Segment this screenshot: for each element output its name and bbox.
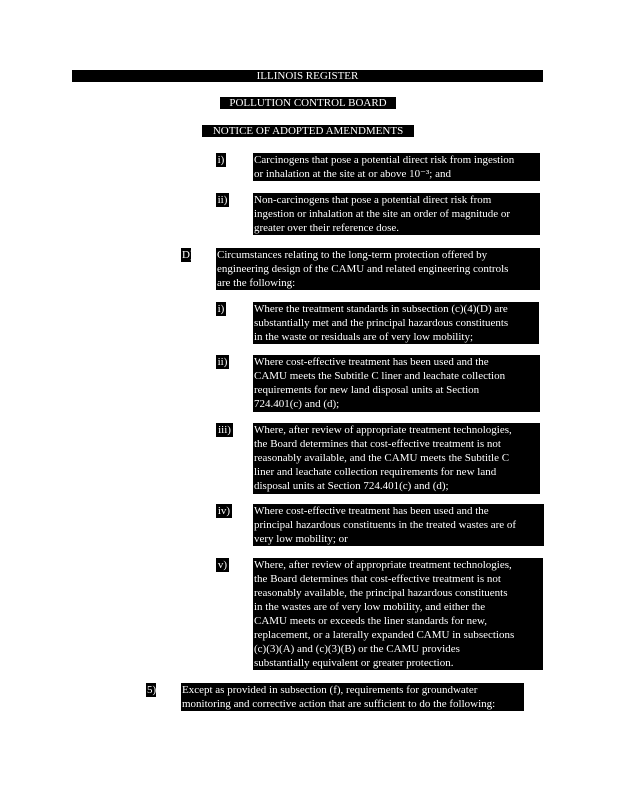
section-text: Circumstances relating to the long-term protection offered by engineering design of the CAMU and related engineering controls are the following: [216, 248, 540, 290]
item-label: i) [217, 154, 225, 166]
item-label: iii) [216, 423, 233, 437]
item-text: Non-carcinogens that pose a potential direct risk from ingestion or inhalation at the site an order of magnitude or greater over their reference dose. [253, 193, 540, 235]
item-label: v) [217, 559, 228, 571]
item-text: Where, after review of appropriate treatment technologies, the Board determines that cost-effective treatment is not reasonably available, the principal hazardous constituents in the wastes are of very low mobility, and either the CAMU meets or exceeds the liner standards for new, replacement, or a laterally expanded CAMU in subsections (c)(3)(A) and (c)(3)(B) or the CAMU provides substantially equivalent or greater protection. [253, 558, 543, 670]
item-text: Where the treatment standards in subsection (c)(4)(D) are substantially met and the principal hazardous constituents in the waste or residuals are of very low mobility; [253, 302, 539, 344]
item-text: Where, after review of appropriate treatment technologies, the Board determines that cost-effective treatment is not reasonably available, and the CAMU meets the Subtitle C liner and leachate collection requirements for new land disposal units at Section 724.401(c) and (d); [253, 423, 540, 494]
board-title: POLLUTION CONTROL BOARD [220, 97, 396, 109]
item-text: Where cost-effective treatment has been used and the principal hazardous constituents in the treated wastes are of very low mobility; or [253, 504, 544, 546]
item-label: i) [217, 303, 225, 315]
section-label: 5) [147, 684, 157, 696]
section-label: D) [182, 249, 194, 261]
item-text: Where cost-effective treatment has been used and the CAMU meets the Subtitle C liner and leachate collection requirements for new land disposal units at Section 724.401(c) and (d); [253, 355, 540, 412]
register-title: ILLINOIS REGISTER [72, 70, 543, 82]
notice-title: NOTICE OF ADOPTED AMENDMENTS [202, 125, 414, 137]
section-text: Except as provided in subsection (f), requirements for groundwater monitoring and corrective action that are sufficient to do the following: [181, 683, 524, 711]
item-label: iv) [217, 505, 231, 517]
item-text: Carcinogens that pose a potential direct risk from ingestion or inhalation at the site at or above 10⁻³; and [253, 153, 540, 181]
item-label: ii) [217, 356, 228, 368]
item-label: ii) [217, 194, 228, 206]
